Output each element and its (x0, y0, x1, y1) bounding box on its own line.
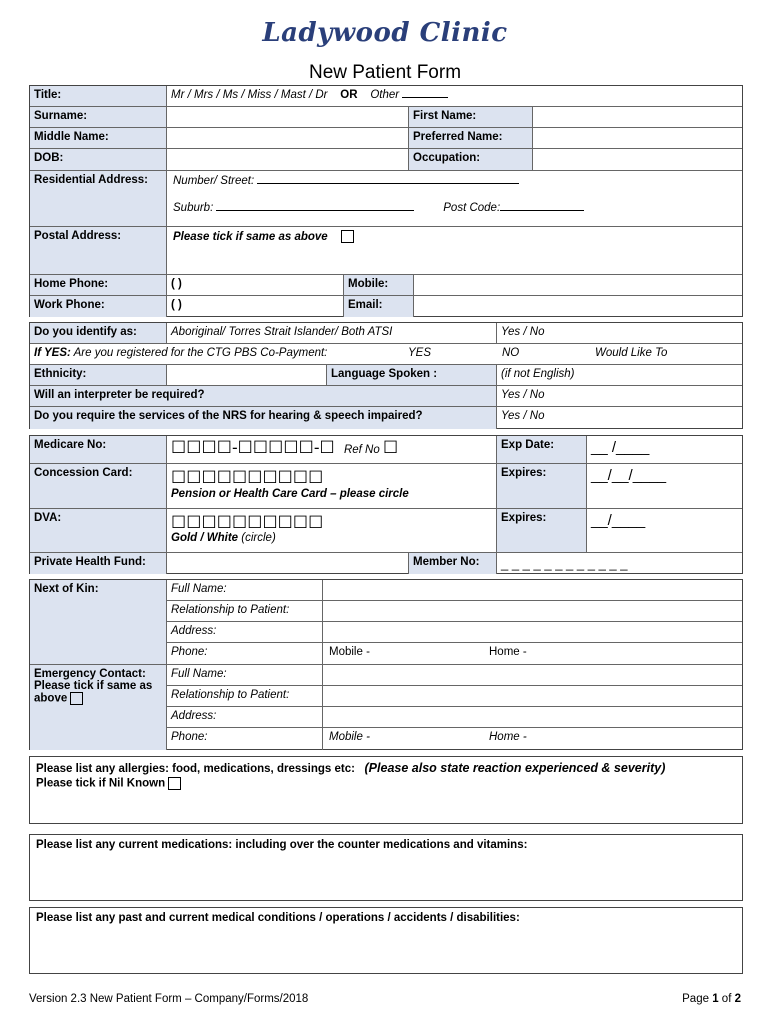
personal-details-section (29, 85, 743, 317)
interpreter-row (30, 386, 742, 407)
gold-white-label: Gold / White (171, 532, 239, 544)
allergies-question: Please list any allergies: food, medications, dressings etc: (36, 763, 355, 775)
dob-row (30, 149, 742, 171)
nok-home-label: Home - (489, 646, 527, 658)
suburb-label: Suburb: (173, 202, 214, 214)
concession-expires-label: Expires: (497, 464, 587, 508)
medicare-label: Medicare No: (30, 436, 167, 463)
work-phone-row (30, 296, 742, 317)
nok-phone-label: Phone: (167, 643, 323, 664)
language-input[interactable]: (if not English) (501, 368, 575, 380)
residential-row (30, 171, 742, 227)
home-phone-row (30, 275, 742, 296)
ref-no-box[interactable]: ☐ (382, 438, 399, 457)
ctg-question: Are you registered for the CTG PBS Co-Payment: (73, 347, 328, 359)
postal-input[interactable] (167, 227, 742, 274)
preferred-name-label: Preferred Name: (409, 128, 533, 148)
occupation-label: Occupation: (409, 149, 533, 170)
nok-address-label: Address: (167, 622, 323, 642)
surname-row (30, 107, 742, 128)
form-title: New Patient Form (308, 62, 462, 83)
title-options: Mr / Mrs / Ms / Miss / Mast / Dr (171, 89, 328, 101)
nok-relationship-label: Relationship to Patient: (167, 601, 323, 621)
ec-relationship-label: Relationship to Patient: (167, 686, 323, 706)
medicare-input[interactable] (167, 436, 497, 463)
ec-address-input[interactable] (323, 707, 742, 727)
other-blank[interactable] (402, 97, 448, 98)
ethnicity-row (30, 365, 742, 386)
footer-page (682, 993, 741, 1005)
concession-input[interactable] (167, 464, 497, 508)
page-prefix: Page (682, 993, 713, 1005)
number-street-label: Number/ Street: (173, 175, 255, 187)
ctg-no[interactable]: NO (502, 347, 520, 359)
surname-input[interactable] (167, 107, 409, 127)
nok-mobile-label: Mobile - (329, 646, 370, 658)
private-fund-row (30, 553, 742, 574)
middle-name-label: Middle Name: (30, 128, 167, 148)
medicare-number-boxes[interactable]: ☐☐☐☐-☐☐☐☐☐-☐ (171, 438, 335, 457)
emergency-contact-label (30, 665, 167, 750)
emergency-tick-label: Please tick if same as above (34, 680, 153, 705)
post-code-label: Post Code: (443, 202, 501, 214)
or-label: OR (340, 89, 358, 101)
post-code-blank[interactable] (500, 210, 584, 211)
footer-version: Version 2.3 New Patient Form – Company/Forms/2018 (29, 993, 309, 1005)
preferred-name-input[interactable] (533, 128, 742, 148)
language-label: Language Spoken : (327, 365, 497, 385)
allergies-note: (Please also state reaction experienced & severity) (364, 761, 666, 775)
nok-relationship-input[interactable] (323, 601, 742, 621)
surname-label: Surname: (30, 107, 167, 127)
dva-number-boxes[interactable]: ☐☐☐☐☐☐☐☐☐☐ (171, 513, 324, 532)
postal-label: Postal Address: (30, 227, 167, 274)
contacts-grid (167, 580, 742, 749)
middle-name-input[interactable] (167, 128, 409, 148)
nil-known-checkbox[interactable] (168, 777, 181, 790)
ec-phone-label: Phone: (167, 728, 323, 750)
identify-label: Do you identify as: (30, 323, 167, 343)
ref-no-label: Ref No (343, 444, 380, 456)
work-phone-label: Work Phone: (30, 296, 167, 317)
first-name-input[interactable] (533, 107, 742, 127)
nok-full-name-label: Full Name: (167, 580, 323, 600)
email-input[interactable] (414, 296, 742, 317)
dva-input[interactable] (167, 509, 497, 552)
title-label: Title: (30, 86, 167, 106)
page-of: of (718, 993, 735, 1005)
private-fund-input[interactable] (167, 553, 409, 574)
cards-section (29, 435, 743, 574)
pension-note: Pension or Health Care Card – please circle (171, 488, 409, 500)
identify-yes-no[interactable]: Yes / No (501, 326, 545, 338)
nrs-yes-no[interactable]: Yes / No (501, 410, 545, 422)
private-fund-label: Private Health Fund: (30, 553, 167, 574)
nok-phone-input[interactable] (323, 643, 742, 664)
identify-options[interactable]: Aboriginal/ Torres Strait Islander/ Both ATSI (167, 323, 497, 343)
title-row (30, 86, 742, 107)
dob-label: DOB: (30, 149, 167, 170)
concession-number-boxes[interactable]: ☐☐☐☐☐☐☐☐☐☐ (171, 468, 324, 487)
ec-address-label: Address: (167, 707, 323, 727)
dva-exp-input[interactable]: __/____ (591, 512, 646, 529)
suburb-blank[interactable] (216, 210, 414, 211)
dva-row (30, 509, 742, 553)
contacts-section (29, 579, 743, 750)
ec-relationship-input[interactable] (323, 686, 742, 706)
title-field[interactable] (167, 86, 742, 106)
medications-section[interactable] (29, 834, 743, 901)
interpreter-question: Will an interpreter be required? (30, 386, 497, 406)
medicare-exp-input[interactable]: __ /____ (591, 439, 650, 456)
dva-expires-label: Expires: (497, 509, 587, 552)
page-number: 1 (712, 993, 719, 1005)
circle-label: (circle) (241, 532, 276, 544)
concession-label: Concession Card: (30, 464, 167, 508)
home-phone-label: Home Phone: (30, 275, 167, 295)
mobile-label: Mobile: (344, 275, 414, 295)
occupation-input[interactable] (533, 149, 742, 170)
residential-label: Residential Address: (30, 171, 167, 226)
same-as-above-checkbox[interactable] (341, 230, 354, 243)
emergency-same-checkbox[interactable] (70, 692, 83, 705)
residential-input[interactable] (167, 171, 742, 226)
ec-home-label: Home - (489, 731, 527, 743)
nrs-row (30, 407, 742, 429)
nok-address-input[interactable] (323, 622, 742, 642)
ctg-row (30, 344, 742, 365)
if-yes-label: If YES: (34, 347, 71, 359)
email-label: Email: (344, 296, 414, 317)
ctg-yes[interactable]: YES (408, 347, 432, 359)
next-of-kin-label: Next of Kin: (30, 580, 167, 665)
concession-exp-input[interactable]: __/__/____ (591, 467, 667, 484)
nok-full-name-input[interactable] (323, 580, 742, 600)
nrs-question: Do you require the services of the NRS for hearing & speech impaired? (30, 407, 497, 429)
emergency-label-text: Emergency Contact: (34, 668, 146, 680)
conditions-question: Please list any past and current medical conditions / operations / accidents / disabilities: (36, 912, 520, 924)
identity-section (29, 322, 743, 429)
clinic-logo: Ladywood Clinic (262, 18, 508, 48)
ethnicity-label: Ethnicity: (30, 365, 167, 385)
member-no-input[interactable]: _ _ _ _ _ _ _ _ _ _ _ _ (501, 556, 628, 571)
page-total: 2 (734, 993, 741, 1005)
ec-phone-input[interactable] (323, 728, 742, 750)
exp-date-label: Exp Date: (497, 436, 587, 463)
number-street-blank[interactable] (257, 183, 519, 184)
dva-label: DVA: (30, 509, 167, 552)
medicare-row (30, 436, 742, 464)
nil-known-label: Please tick if Nil Known (36, 777, 166, 790)
ec-full-name-label: Full Name: (167, 665, 323, 685)
interpreter-yes-no[interactable]: Yes / No (501, 389, 545, 401)
member-no-label: Member No: (409, 553, 497, 574)
ec-mobile-label: Mobile - (329, 731, 370, 743)
work-phone-input[interactable]: ( ) (167, 296, 344, 317)
allergies-section[interactable] (29, 756, 743, 824)
identify-row (30, 323, 742, 344)
ctg-would-like[interactable]: Would Like To (595, 347, 668, 359)
middle-name-row (30, 128, 742, 149)
conditions-section[interactable] (29, 907, 743, 974)
ethnicity-input[interactable] (167, 365, 327, 385)
mobile-input[interactable] (414, 275, 742, 295)
postal-row (30, 227, 742, 275)
medications-question: Please list any current medications: including over the counter medications and vitamins: (36, 839, 528, 851)
first-name-label: First Name: (409, 107, 533, 127)
concession-row (30, 464, 742, 509)
same-as-above-label: Please tick if same as above (173, 230, 328, 243)
other-label: Other (370, 89, 400, 101)
ec-full-name-input[interactable] (323, 665, 742, 685)
home-phone-input[interactable]: ( ) (167, 275, 344, 295)
dob-input[interactable] (167, 149, 409, 170)
